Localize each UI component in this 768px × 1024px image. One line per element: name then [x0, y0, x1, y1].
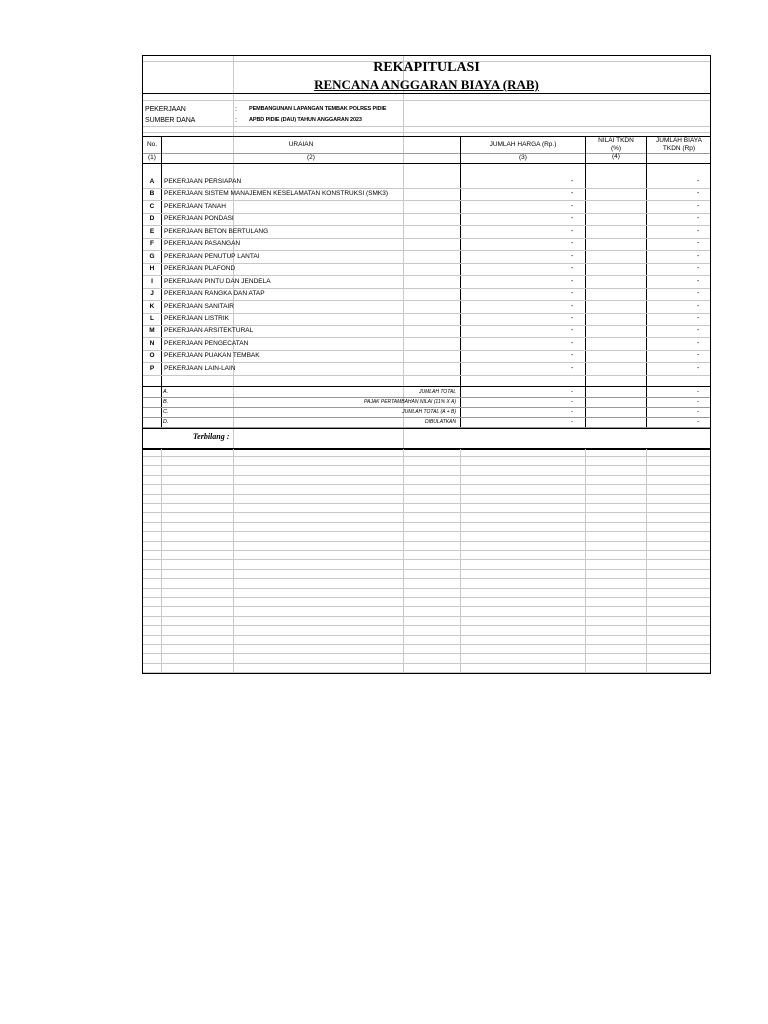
grid-row: [143, 672, 710, 673]
grid-row: [143, 597, 710, 598]
summary-code: A.: [163, 389, 169, 395]
header-jumlah-harga: JUMLAH HARGA (Rp.): [489, 141, 557, 148]
summary-label: DIBULATKAN: [424, 419, 456, 425]
grid-row: [143, 126, 710, 127]
grid-row: [143, 569, 710, 570]
document-title: REKAPITULASI: [373, 60, 480, 75]
grid-col: [460, 449, 461, 674]
table-row: [143, 188, 710, 200]
item-code: I: [151, 277, 153, 285]
item-code: J: [150, 290, 154, 298]
table-row: [143, 201, 710, 213]
item-harga: -: [571, 364, 574, 372]
grid-row: [143, 465, 710, 466]
item-biaya: -: [697, 314, 700, 322]
table-row: [143, 338, 710, 350]
grid-row: [143, 616, 710, 617]
info-colon: :: [235, 117, 237, 124]
item-biaya: -: [697, 178, 700, 185]
summary-label: JUMLAH TOTAL (A + B): [402, 409, 456, 415]
item-code: K: [149, 302, 155, 310]
info-label-sumber-dana: SUMBER DANA: [145, 117, 196, 124]
item-biaya: -: [697, 240, 700, 248]
item-harga: -: [571, 190, 574, 198]
grid-row: [143, 559, 710, 560]
summary-label: PAJAK PERTAMBAHAN NILAI (11% X A): [364, 399, 456, 405]
grid-row: [143, 503, 710, 504]
item-description: PEKERJAAN BETON BERTULANG: [164, 227, 269, 235]
table-row: [143, 213, 710, 225]
grid-col: [161, 449, 162, 674]
item-description: PEKERJAAN PLAFOND: [164, 265, 236, 273]
table-row: [143, 325, 710, 337]
item-harga: -: [571, 240, 574, 248]
item-code: F: [150, 240, 154, 248]
grid-row: [143, 625, 710, 626]
grid-col: [233, 449, 234, 674]
item-description: PEKERJAAN PONDASI: [164, 215, 234, 223]
summary-code: D.: [163, 419, 169, 425]
item-code: H: [149, 265, 155, 273]
item-harga: -: [571, 215, 574, 223]
item-harga: -: [571, 339, 574, 347]
item-code: O: [149, 352, 155, 360]
grid-col: [585, 449, 586, 674]
item-harga: -: [571, 227, 574, 235]
grid-row: [143, 100, 710, 101]
item-description: PEKERJAAN PENGECATAN: [164, 339, 249, 347]
item-description: PEKERJAAN PERSIAPAN: [164, 178, 242, 185]
grid-row: [143, 578, 710, 579]
summary-harga: -: [571, 419, 573, 425]
table-row: [143, 363, 710, 375]
info-value-pekerjaan: PEMBANGUNAN LAPANGAN TEMBAK POLRES PIDIE: [249, 106, 387, 112]
item-harga: -: [571, 290, 574, 298]
table-row: [143, 276, 710, 288]
item-description: PEKERJAAN SANITAIR: [164, 302, 234, 310]
item-description: PEKERJAAN PENUTUP LANTAI: [164, 252, 260, 260]
item-description: PEKERJAAN PUAKAN TEMBAK: [164, 352, 260, 360]
table-row: [143, 301, 710, 313]
item-code: N: [149, 339, 155, 347]
col-number-3: (3): [519, 154, 527, 161]
grid-row: [143, 531, 710, 532]
grid-row: [143, 456, 710, 457]
item-biaya: -: [697, 364, 700, 372]
grid-row: [143, 475, 710, 476]
item-code: P: [149, 364, 155, 372]
table-row: [143, 176, 710, 188]
item-biaya: -: [697, 290, 700, 298]
item-code: L: [150, 314, 154, 322]
item-code: M: [149, 327, 155, 335]
grid-row: [143, 522, 710, 523]
item-harga: -: [571, 178, 574, 185]
item-harga: -: [571, 277, 574, 285]
item-biaya: -: [697, 265, 700, 273]
item-harga: -: [571, 202, 574, 210]
item-description: PEKERJAAN PASANGAN: [164, 240, 241, 248]
summary-biaya: -: [697, 419, 699, 425]
summary-harga: -: [571, 409, 573, 415]
summary-bottom-border: [143, 428, 710, 429]
item-harga: -: [571, 352, 574, 360]
summary-label: JUMLAH TOTAL: [418, 389, 456, 395]
item-harga: -: [571, 252, 574, 260]
summary-harga: -: [571, 389, 573, 395]
summary-row: [143, 387, 710, 397]
table-bottom-border: [143, 448, 710, 450]
table-row: [143, 350, 710, 362]
row-divider: [143, 375, 710, 376]
col-number-4: (4): [612, 153, 620, 160]
item-code: B: [149, 190, 155, 198]
title-divider: [143, 93, 710, 94]
terbilang-label: Terbilang :: [193, 432, 230, 441]
item-biaya: -: [697, 202, 700, 210]
item-biaya: -: [697, 277, 700, 285]
item-biaya: -: [697, 302, 700, 310]
item-biaya: -: [697, 190, 700, 198]
item-description: PEKERJAAN RANGKA DAN ATAP: [164, 290, 265, 298]
item-code: A: [149, 178, 155, 185]
item-code: C: [149, 202, 155, 210]
item-harga: -: [571, 265, 574, 273]
item-biaya: -: [697, 327, 700, 335]
item-description: PEKERJAAN SISTEM MANAJEMEN KESELAMATAN KONSTRUKSI (SMK3): [164, 190, 389, 198]
table-row: [143, 238, 710, 250]
summary-code: C.: [163, 409, 169, 415]
grid-row: [143, 635, 710, 636]
summary-code: B.: [163, 399, 169, 405]
header-bottom-border: [143, 163, 710, 164]
summary-biaya: -: [697, 389, 699, 395]
table-row: [143, 226, 710, 238]
grid-row: [143, 550, 710, 551]
summary-row: [143, 417, 710, 427]
grid-row: [143, 512, 710, 513]
table-row: [143, 313, 710, 325]
grid-row: [143, 663, 710, 664]
item-code: G: [149, 252, 155, 260]
grid-row: [143, 484, 710, 485]
grid-row: [143, 588, 710, 589]
col-number-2: (2): [307, 154, 315, 161]
item-code: D: [149, 215, 155, 223]
item-harga: -: [571, 314, 574, 322]
item-description: PEKERJAAN LAIN-LAIN: [164, 364, 236, 372]
item-biaya: -: [697, 227, 700, 235]
header-no: No.: [146, 141, 158, 148]
item-description: PEKERJAAN ARSITEKTURAL: [164, 327, 254, 335]
summary-biaya: -: [697, 409, 699, 415]
item-description: PEKERJAAN TANAH: [164, 202, 226, 210]
item-harga: -: [571, 327, 574, 335]
summary-harga: -: [571, 399, 573, 405]
info-value-sumber-dana: APBD PIDIE (DAU) TAHUN ANGGARAN 2023: [249, 117, 362, 123]
table-row: [143, 263, 710, 275]
item-description: PEKERJAAN PINTU DAN JENDELA: [164, 277, 271, 285]
item-harga: -: [571, 302, 574, 310]
grid-col: [403, 449, 404, 674]
item-description: PEKERJAAN LISTRIK: [164, 314, 230, 322]
table-row: [143, 288, 710, 300]
summary-row: [143, 407, 710, 417]
item-biaya: -: [697, 339, 700, 347]
item-code: E: [149, 227, 155, 235]
header-nilai-tkdn-unit: (%): [610, 145, 622, 152]
header-nilai-tkdn: NILAI TKDN: [598, 137, 634, 144]
grid-row: [143, 494, 710, 495]
info-colon: :: [235, 106, 237, 113]
header-jumlah-biaya: JUMLAH BIAYA: [656, 137, 702, 144]
rab-sheet: [142, 55, 711, 674]
grid-row: [143, 132, 710, 133]
col-number-1: (1): [148, 154, 156, 161]
grid-col: [646, 449, 647, 674]
item-biaya: -: [697, 352, 700, 360]
grid-row: [143, 644, 710, 645]
header-jumlah-biaya-unit: TKDN (Rp): [662, 145, 696, 152]
item-biaya: -: [697, 215, 700, 223]
grid-row: [143, 541, 710, 542]
header-uraian: URAIAN: [288, 141, 314, 148]
table-row: [143, 251, 710, 263]
item-biaya: -: [697, 252, 700, 260]
info-label-pekerjaan: PEKERJAAN: [145, 106, 186, 113]
grid-row: [143, 653, 710, 654]
summary-row: [143, 397, 710, 407]
document-subtitle: RENCANA ANGGARAN BIAYA (RAB): [314, 77, 539, 92]
summary-biaya: -: [697, 399, 699, 405]
grid-row: [143, 606, 710, 607]
